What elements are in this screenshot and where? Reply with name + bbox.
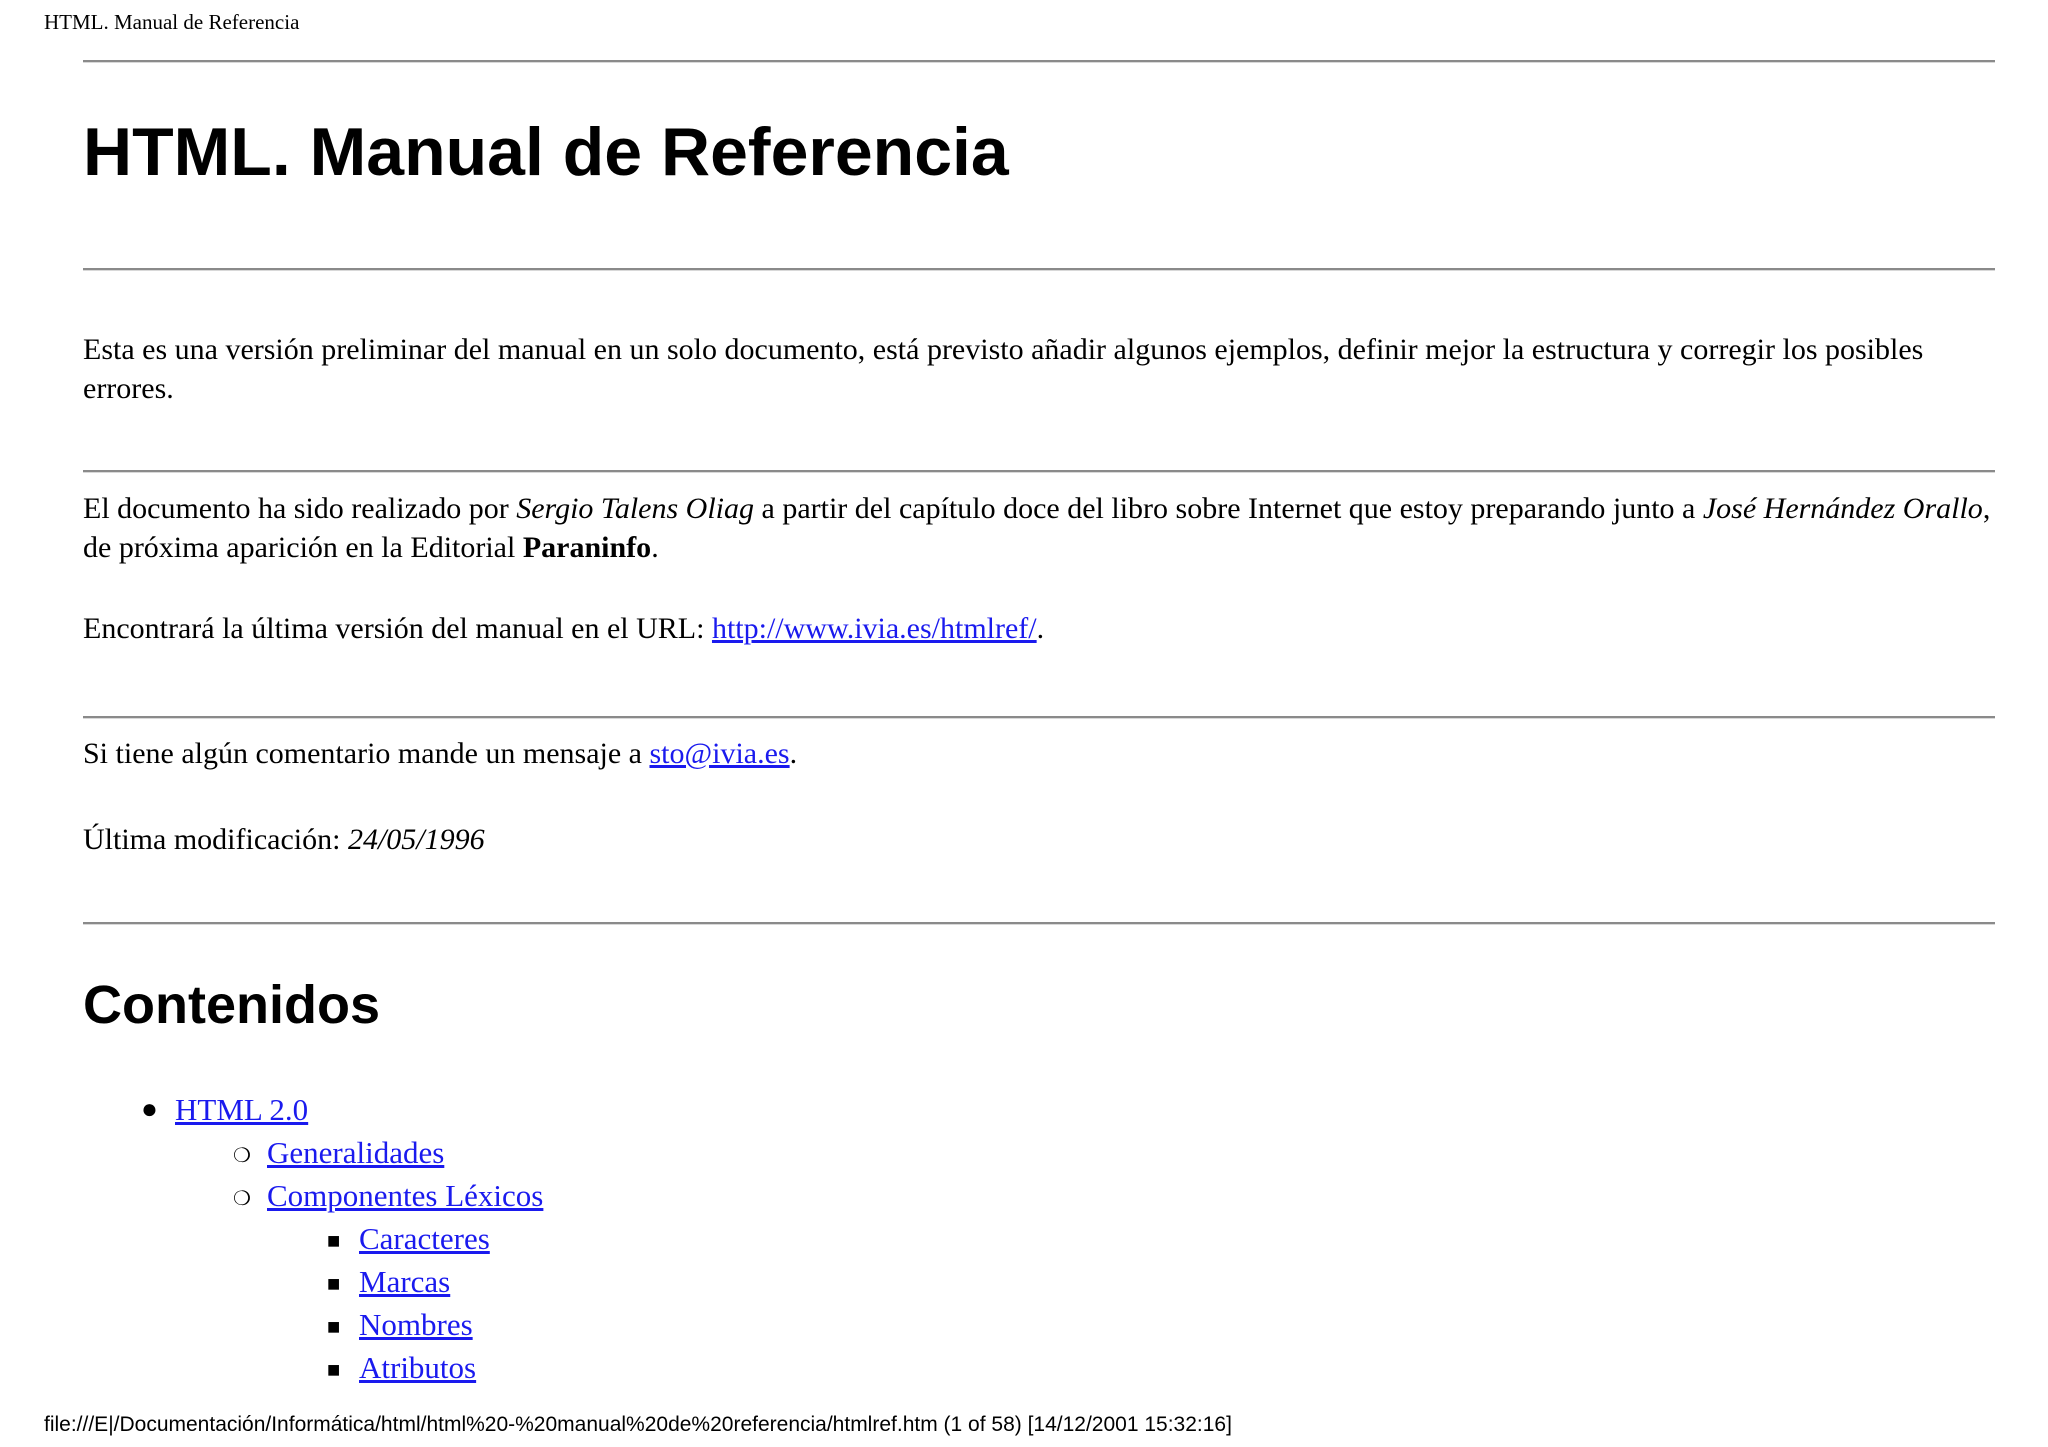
publisher-name: Paraninfo <box>522 531 652 564</box>
toc-item-caracteres <box>327 1219 490 1259</box>
toc-item-nombres <box>327 1305 473 1345</box>
email-link[interactable]: sto@ivia.es <box>649 737 790 770</box>
toc-link[interactable]: Generalidades <box>267 1135 445 1170</box>
toc-heading: Contenidos <box>83 975 380 1035</box>
horizontal-rule <box>83 60 1995 63</box>
url-period: . <box>1036 612 1045 645</box>
toc-link[interactable]: Nombres <box>359 1307 473 1342</box>
intro-paragraph: Esta es una versión preliminar del manual en un solo documento, está previsto añadir algunos ejemplos, definir mejor la estructura y corregir los posibles errores. <box>83 333 1924 405</box>
page-footer: file:///E|/Documentación/Informática/html/html%20-%20manual%20de%20referencia/htmlref.htm (1 of 58) [14/12/2001 15:32:16] <box>44 1413 1232 1436</box>
credits-text: a partir del capítulo doce del libro sobre Internet que estoy preparando junto a <box>754 492 1703 525</box>
coauthor-name: José Hernández Orallo <box>1702 492 1983 525</box>
horizontal-rule <box>83 268 1995 271</box>
toc-link[interactable]: Componentes Léxicos <box>267 1178 544 1213</box>
url-paragraph <box>83 609 1995 648</box>
bullet-square-icon: ■ <box>327 1228 341 1253</box>
toc-link[interactable]: Marcas <box>359 1264 451 1299</box>
toc-link[interactable]: HTML 2.0 <box>175 1092 309 1127</box>
toc-item-html-2-0 <box>141 1090 309 1130</box>
horizontal-rule <box>83 716 1995 719</box>
horizontal-rule <box>83 470 1995 473</box>
credits-text: , de próxima aparición en la Editorial <box>83 492 1991 564</box>
toc-link[interactable]: Atributos <box>359 1350 477 1385</box>
toc-item-marcas <box>327 1262 451 1302</box>
credits-text: . <box>651 531 659 564</box>
bullet-square-icon: ■ <box>327 1314 341 1339</box>
toc-link[interactable]: Caracteres <box>359 1221 490 1256</box>
toc-item-componentes-lexicos <box>233 1176 544 1216</box>
bullet-circle-icon: ❍ <box>233 1145 251 1167</box>
horizontal-rule <box>83 922 1995 925</box>
credits-text: El documento ha sido realizado por <box>83 492 517 525</box>
manual-url-link[interactable]: http://www.ivia.es/htmlref/ <box>711 612 1037 645</box>
last-modified-label: Última modificación: <box>83 823 348 856</box>
bullet-circle-icon: ❍ <box>233 1188 251 1210</box>
credits-paragraph <box>83 489 1995 567</box>
toc-item-atributos <box>327 1348 477 1388</box>
toc-item-generalidades <box>233 1133 445 1173</box>
bullet-square-icon: ■ <box>327 1271 341 1296</box>
bullet-square-icon: ■ <box>327 1357 341 1382</box>
url-intro-text: Encontrará la última versión del manual en el URL: <box>83 612 712 645</box>
last-modified-paragraph <box>83 820 1995 859</box>
page-title: HTML. Manual de Referencia <box>83 114 1009 190</box>
author-name: Sergio Talens Oliag <box>516 492 755 525</box>
last-modified-date: 24/05/1996 <box>347 823 485 856</box>
running-header: HTML. Manual de Referencia <box>44 10 300 34</box>
contact-text: Si tiene algún comentario mande un mensaje a <box>83 737 650 770</box>
contact-period: . <box>789 737 798 770</box>
contact-paragraph <box>83 734 1995 773</box>
bullet-disc-icon: ● <box>141 1094 158 1125</box>
